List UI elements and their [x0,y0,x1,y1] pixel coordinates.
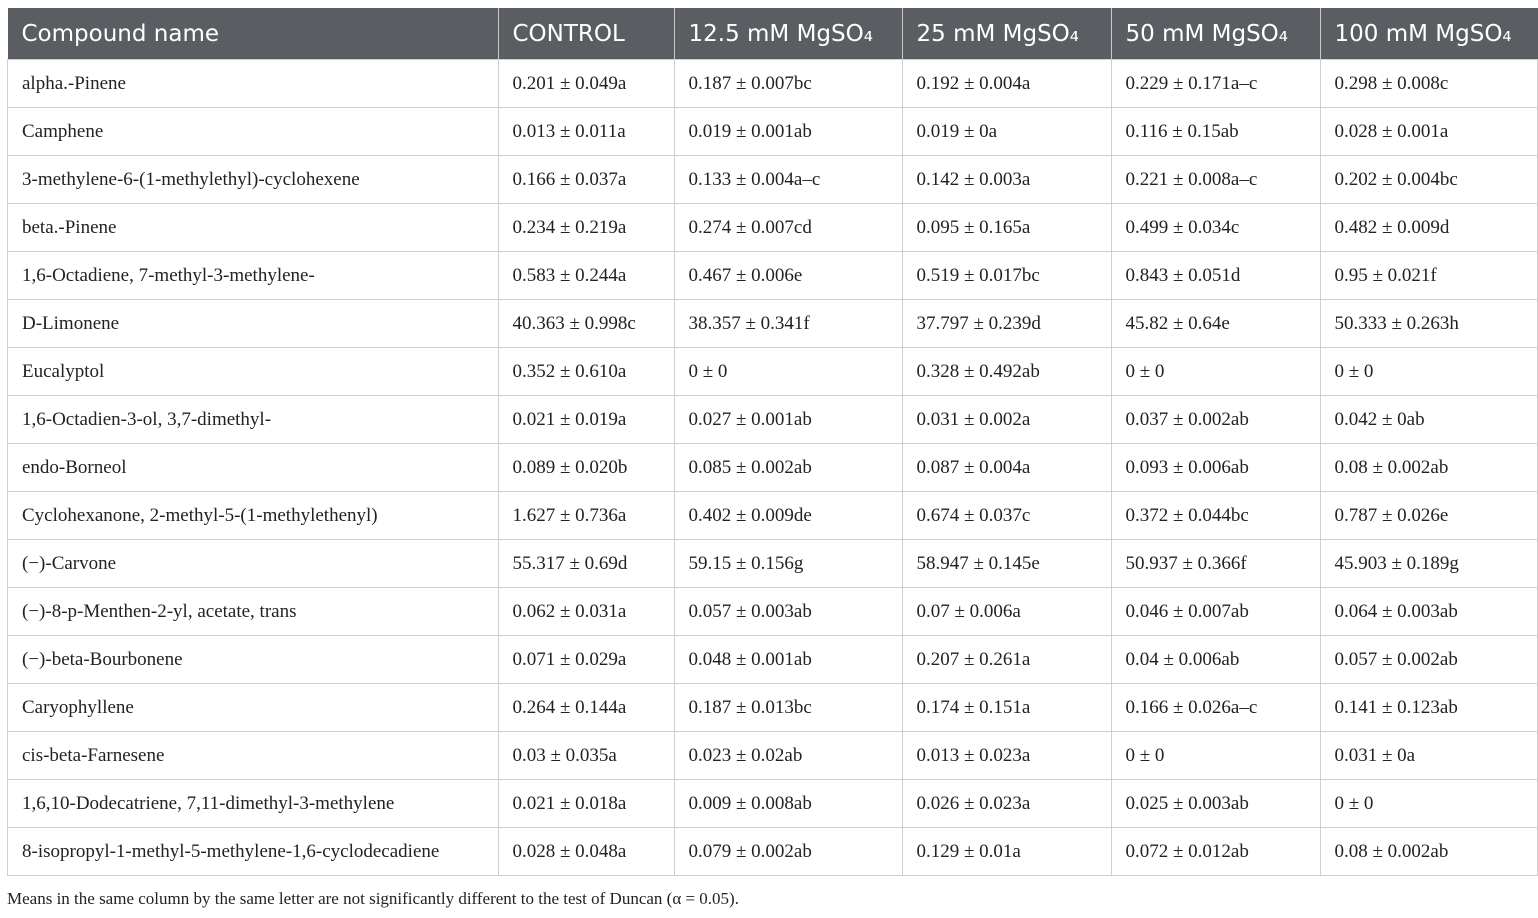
compound-name-cell: Eucalyptol [8,348,499,396]
header-12-5mm: 12.5 mM MgSO₄ [674,8,902,60]
mgso4-25-cell: 0.087 ± 0.004a [902,444,1111,492]
mgso4-50-cell: 45.82 ± 0.64e [1111,300,1320,348]
mgso4-50-cell: 0.843 ± 0.051d [1111,252,1320,300]
mgso4-25-cell: 37.797 ± 0.239d [902,300,1111,348]
mgso4-12-5-cell: 0.467 ± 0.006e [674,252,902,300]
mgso4-25-cell: 0.026 ± 0.023a [902,780,1111,828]
mgso4-100-cell: 0 ± 0 [1320,348,1538,396]
table-row [8,588,1538,636]
mgso4-50-cell: 0.037 ± 0.002ab [1111,396,1320,444]
control-cell: 0.089 ± 0.020b [498,444,674,492]
mgso4-100-cell: 0.08 ± 0.002ab [1320,828,1538,876]
compound-name-cell: 8-isopropyl-1-methyl-5-methylene-1,6-cyclodecadiene [8,828,499,876]
mgso4-100-cell: 0.08 ± 0.002ab [1320,444,1538,492]
mgso4-50-cell: 0.221 ± 0.008a–c [1111,156,1320,204]
table-row [8,780,1538,828]
mgso4-12-5-cell: 0.019 ± 0.001ab [674,108,902,156]
table-body [8,60,1538,876]
compound-name-cell: Camphene [8,108,499,156]
mgso4-50-cell: 0.04 ± 0.006ab [1111,636,1320,684]
mgso4-25-cell: 0.674 ± 0.037c [902,492,1111,540]
mgso4-12-5-cell: 0.027 ± 0.001ab [674,396,902,444]
mgso4-25-cell: 0.207 ± 0.261a [902,636,1111,684]
control-cell: 0.021 ± 0.019a [498,396,674,444]
mgso4-100-cell: 0.787 ± 0.026e [1320,492,1538,540]
compound-name-cell: (−)-beta-Bourbonene [8,636,499,684]
header-50mm: 50 mM MgSO₄ [1111,8,1320,60]
compound-name-cell: endo-Borneol [8,444,499,492]
mgso4-12-5-cell: 0.079 ± 0.002ab [674,828,902,876]
mgso4-25-cell: 0.019 ± 0a [902,108,1111,156]
compound-name-cell: (−)-Carvone [8,540,499,588]
mgso4-12-5-cell: 0.057 ± 0.003ab [674,588,902,636]
mgso4-100-cell: 0.057 ± 0.002ab [1320,636,1538,684]
mgso4-100-cell: 45.903 ± 0.189g [1320,540,1538,588]
compound-table [7,8,1538,876]
mgso4-50-cell: 0.229 ± 0.171a–c [1111,60,1320,108]
mgso4-25-cell: 0.519 ± 0.017bc [902,252,1111,300]
compound-name-cell: 3-methylene-6-(1-methylethyl)-cyclohexene [8,156,499,204]
mgso4-12-5-cell: 0.402 ± 0.009de [674,492,902,540]
compound-name-cell: 1,6,10-Dodecatriene, 7,11-dimethyl-3-methylene [8,780,499,828]
mgso4-25-cell: 0.07 ± 0.006a [902,588,1111,636]
mgso4-50-cell: 0.372 ± 0.044bc [1111,492,1320,540]
table-row [8,108,1538,156]
compound-name-cell: 1,6-Octadien-3-ol, 3,7-dimethyl- [8,396,499,444]
mgso4-12-5-cell: 0.187 ± 0.007bc [674,60,902,108]
mgso4-12-5-cell: 0.133 ± 0.004a–c [674,156,902,204]
table-row [8,732,1538,780]
table-row [8,396,1538,444]
mgso4-12-5-cell: 59.15 ± 0.156g [674,540,902,588]
table-row [8,252,1538,300]
mgso4-100-cell: 0.482 ± 0.009d [1320,204,1538,252]
mgso4-25-cell: 0.013 ± 0.023a [902,732,1111,780]
control-cell: 0.062 ± 0.031a [498,588,674,636]
header-row [8,8,1538,60]
compound-name-cell: alpha.-Pinene [8,60,499,108]
compound-name-cell: D-Limonene [8,300,499,348]
control-cell: 0.166 ± 0.037a [498,156,674,204]
control-cell: 0.583 ± 0.244a [498,252,674,300]
table-row [8,300,1538,348]
control-cell: 0.028 ± 0.048a [498,828,674,876]
header-25mm: 25 mM MgSO₄ [902,8,1111,60]
compound-name-cell: cis-beta-Farnesene [8,732,499,780]
table-row [8,684,1538,732]
mgso4-12-5-cell: 0.048 ± 0.001ab [674,636,902,684]
control-cell: 0.03 ± 0.035a [498,732,674,780]
control-cell: 0.021 ± 0.018a [498,780,674,828]
table-row [8,444,1538,492]
control-cell: 0.264 ± 0.144a [498,684,674,732]
mgso4-25-cell: 0.174 ± 0.151a [902,684,1111,732]
mgso4-100-cell: 0.028 ± 0.001a [1320,108,1538,156]
header-100mm: 100 mM MgSO₄ [1320,8,1538,60]
table-header [8,8,1538,60]
compound-name-cell: Caryophyllene [8,684,499,732]
compound-name-cell: 1,6-Octadiene, 7-methyl-3-methylene- [8,252,499,300]
table-row [8,156,1538,204]
header-control: CONTROL [498,8,674,60]
control-cell: 0.352 ± 0.610a [498,348,674,396]
mgso4-100-cell: 0.042 ± 0ab [1320,396,1538,444]
mgso4-50-cell: 50.937 ± 0.366f [1111,540,1320,588]
control-cell: 1.627 ± 0.736a [498,492,674,540]
mgso4-12-5-cell: 0.009 ± 0.008ab [674,780,902,828]
header-compound-name: Compound name [8,8,499,60]
mgso4-50-cell: 0.025 ± 0.003ab [1111,780,1320,828]
control-cell: 55.317 ± 0.69d [498,540,674,588]
mgso4-12-5-cell: 0.023 ± 0.02ab [674,732,902,780]
mgso4-50-cell: 0 ± 0 [1111,732,1320,780]
control-cell: 40.363 ± 0.998c [498,300,674,348]
table-row [8,60,1538,108]
mgso4-50-cell: 0.499 ± 0.034c [1111,204,1320,252]
mgso4-50-cell: 0.093 ± 0.006ab [1111,444,1320,492]
mgso4-25-cell: 0.129 ± 0.01a [902,828,1111,876]
mgso4-12-5-cell: 0.187 ± 0.013bc [674,684,902,732]
table-container [7,8,1512,876]
mgso4-50-cell: 0.046 ± 0.007ab [1111,588,1320,636]
mgso4-12-5-cell: 0 ± 0 [674,348,902,396]
mgso4-50-cell: 0.166 ± 0.026a–c [1111,684,1320,732]
mgso4-25-cell: 58.947 ± 0.145e [902,540,1111,588]
compound-name-cell: Cyclohexanone, 2-methyl-5-(1-methylethenyl) [8,492,499,540]
mgso4-100-cell: 0.141 ± 0.123ab [1320,684,1538,732]
mgso4-100-cell: 0.202 ± 0.004bc [1320,156,1538,204]
mgso4-12-5-cell: 0.085 ± 0.002ab [674,444,902,492]
compound-name-cell: (−)-8-p-Menthen-2-yl, acetate, trans [8,588,499,636]
compound-name-cell: beta.-Pinene [8,204,499,252]
mgso4-100-cell: 0.064 ± 0.003ab [1320,588,1538,636]
mgso4-100-cell: 0.95 ± 0.021f [1320,252,1538,300]
table-row [8,348,1538,396]
table-row [8,828,1538,876]
control-cell: 0.234 ± 0.219a [498,204,674,252]
table-row [8,492,1538,540]
control-cell: 0.013 ± 0.011a [498,108,674,156]
mgso4-50-cell: 0.116 ± 0.15ab [1111,108,1320,156]
table-row [8,540,1538,588]
table-row [8,204,1538,252]
mgso4-100-cell: 0.298 ± 0.008c [1320,60,1538,108]
mgso4-25-cell: 0.328 ± 0.492ab [902,348,1111,396]
control-cell: 0.071 ± 0.029a [498,636,674,684]
mgso4-50-cell: 0.072 ± 0.012ab [1111,828,1320,876]
mgso4-25-cell: 0.142 ± 0.003a [902,156,1111,204]
mgso4-25-cell: 0.031 ± 0.002a [902,396,1111,444]
mgso4-50-cell: 0 ± 0 [1111,348,1320,396]
table-footnote: Means in the same column by the same letter are not significantly different to the test of Duncan (α = 0.05). [7,889,739,908]
mgso4-12-5-cell: 38.357 ± 0.341f [674,300,902,348]
mgso4-100-cell: 0 ± 0 [1320,780,1538,828]
mgso4-25-cell: 0.095 ± 0.165a [902,204,1111,252]
control-cell: 0.201 ± 0.049a [498,60,674,108]
mgso4-100-cell: 0.031 ± 0a [1320,732,1538,780]
mgso4-100-cell: 50.333 ± 0.263h [1320,300,1538,348]
mgso4-25-cell: 0.192 ± 0.004a [902,60,1111,108]
mgso4-12-5-cell: 0.274 ± 0.007cd [674,204,902,252]
table-row [8,636,1538,684]
